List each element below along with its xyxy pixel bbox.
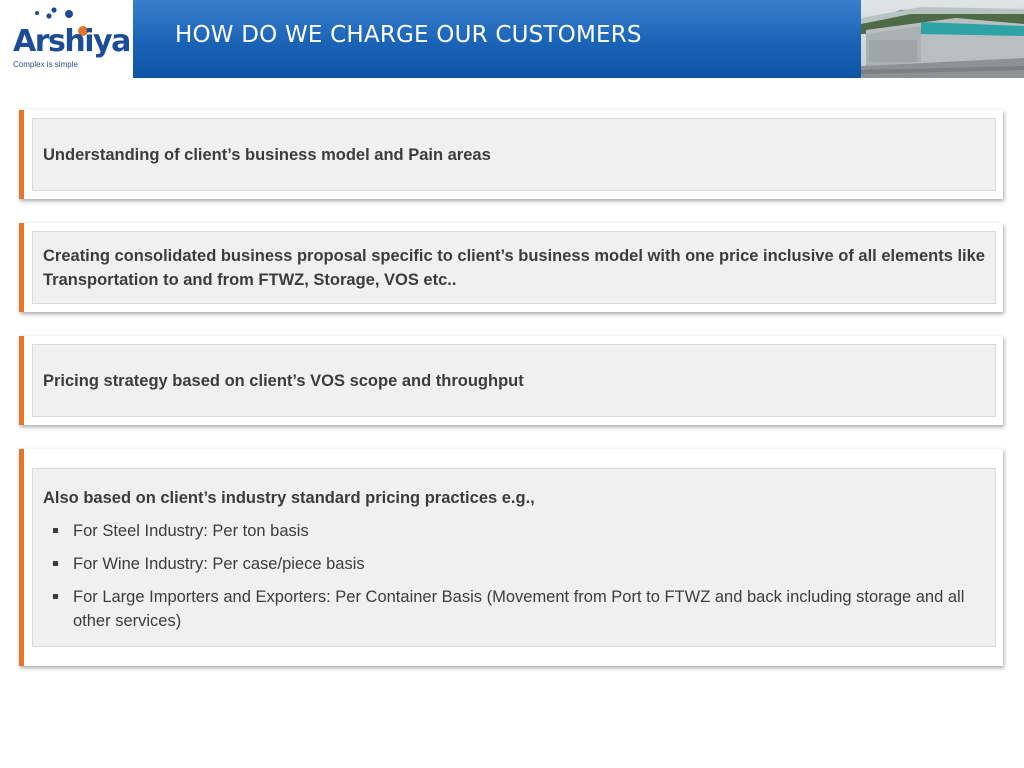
step-text-1: Understanding of client’s business model and Pain areas	[43, 145, 491, 164]
step-card-3	[19, 336, 1003, 425]
list-item-text: For Large Importers and Exporters: Per Container Basis (Movement from Port to FTWZ and back including storage and all other services)	[73, 588, 965, 630]
step-text-4: Also based on client’s industry standard pricing practices e.g.,	[43, 489, 535, 507]
step-panel-3	[32, 344, 996, 417]
list-item	[43, 585, 985, 633]
header-band	[133, 0, 861, 78]
step-card-1	[19, 110, 1003, 199]
logo-tagline: Complex is simple	[13, 60, 78, 69]
pricing-examples-list	[43, 519, 985, 633]
list-item-text: For Steel Industry: Per ton basis	[73, 522, 309, 540]
step-panel-4	[32, 468, 996, 647]
company-logo	[0, 0, 133, 78]
warehouse-photo	[861, 0, 1024, 78]
logo-wordmark: Arshiya	[13, 24, 130, 59]
step-panel-1	[32, 118, 996, 191]
step-card-2	[19, 223, 1003, 312]
list-item	[43, 552, 985, 576]
page-title: HOW DO WE CHARGE OUR CUSTOMERS	[175, 22, 642, 48]
step-card-4	[19, 449, 1003, 666]
bullet-icon	[53, 528, 58, 533]
step-text-3: Pricing strategy based on client’s VOS scope and throughput	[43, 371, 524, 390]
bullet-icon	[53, 594, 58, 599]
step-text-2: Creating consolidated business proposal specific to client’s business model with one price inclusive of all elements like Transportation to and from FTWZ, Storage, VOS etc..	[43, 246, 985, 289]
list-item-text: For Wine Industry: Per case/piece basis	[73, 555, 365, 573]
step-panel-2	[32, 231, 996, 304]
list-item	[43, 519, 985, 543]
bullet-icon	[53, 561, 58, 566]
